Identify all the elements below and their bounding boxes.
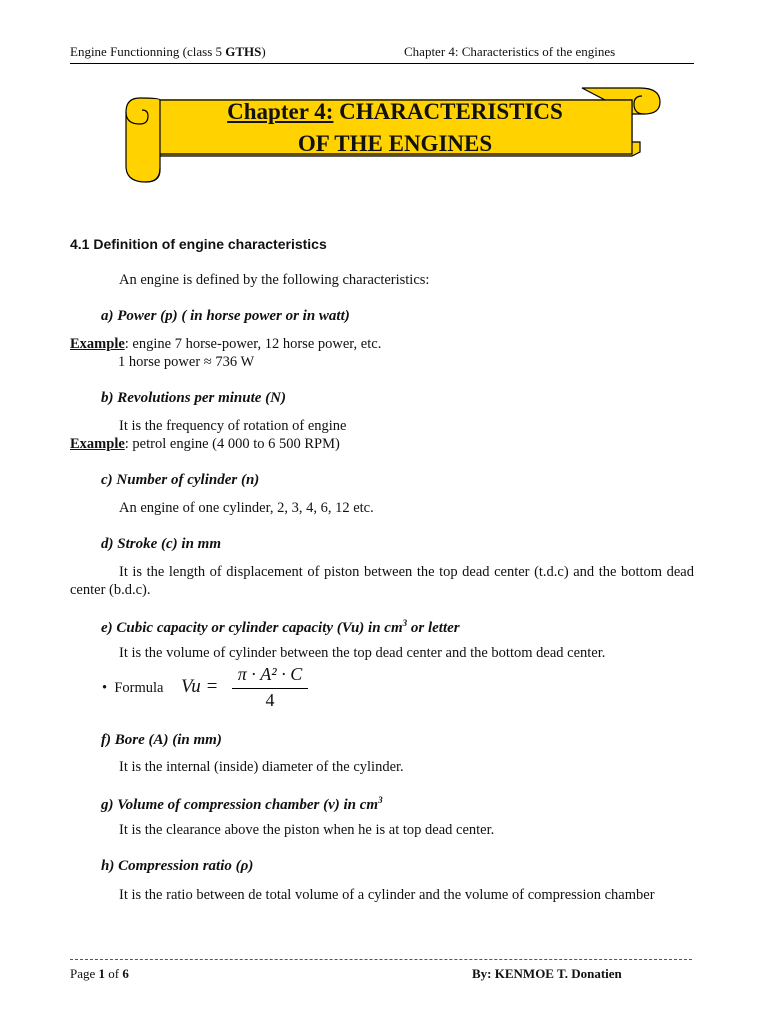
header-rule (70, 63, 694, 64)
formula-denominator: 4 (265, 690, 275, 710)
formula-bullet: • Formula (102, 680, 164, 696)
item-a-example: Example: engine 7 horse-power, 12 horse power, etc. (70, 336, 382, 352)
chapter-title (160, 96, 630, 160)
footer-author: By: KENMOE T. Donatien (472, 966, 622, 981)
item-g-heading: g) Volume of compression chamber (v) in $cm^3$ (101, 795, 383, 813)
item-d-heading: d) Stroke (c) in mm (101, 536, 221, 552)
item-f-heading: f) Bore (A) (in mm) (101, 732, 222, 748)
item-h-text: It is the ratio between de total volume of a cylinder and the volume of compression chamber (119, 887, 655, 903)
item-b-example: Example: petrol engine (4 000 to 6 500 RPM) (70, 436, 340, 452)
item-f-text: It is the internal (inside) diameter of the cylinder. (119, 759, 404, 775)
chapter-number: Chapter 4: (227, 99, 334, 124)
formula-fraction-bar (232, 688, 308, 689)
page-number: Page 1 of 6 (70, 966, 129, 981)
item-g-text: It is the clearance above the piston when he is at top dead center. (119, 822, 495, 838)
item-b-text: It is the frequency of rotation of engine (119, 418, 347, 434)
item-e-text: It is the volume of cylinder between the top dead center and the bottom dead center. (119, 645, 606, 661)
section-heading: 4.1 Definition of engine characteristics (70, 236, 327, 252)
running-header-left: Engine Functionning (class 5 GTHS) (70, 44, 266, 59)
chapter-title-line1: CHARACTERISTICS (333, 99, 563, 124)
item-e-heading: e) Cubic capacity or cylinder capacity (Vu) in $cm^3$ or letter (101, 618, 460, 636)
item-h-heading: h) Compression ratio (ρ) (101, 858, 254, 874)
formula-lhs: Vu = (181, 676, 219, 697)
running-header-right: Chapter 4: Characteristics of the engines (404, 44, 616, 59)
item-a-heading: a) Power (p) ( in horse power or in watt) (101, 308, 350, 324)
footer-rule (70, 959, 692, 960)
item-b-heading: b) Revolutions per minute (N) (101, 390, 287, 406)
item-d-text: It is the length of displacement of piston between the top dead center (t.d.c) and the bottom dead center (b.d.c). (70, 564, 694, 598)
item-c-heading: c) Number of cylinder (n) (101, 472, 260, 488)
item-a-line2: 1 horse power ≈ 736 W (118, 354, 255, 370)
formula-numerator: π · A² · C (237, 664, 303, 684)
chapter-title-line2: OF THE ENGINES (297, 131, 493, 156)
item-c-text: An engine of one cylinder, 2, 3, 4, 6, 12 etc. (119, 500, 374, 516)
intro-text: An engine is defined by the following characteristics: (119, 272, 430, 288)
